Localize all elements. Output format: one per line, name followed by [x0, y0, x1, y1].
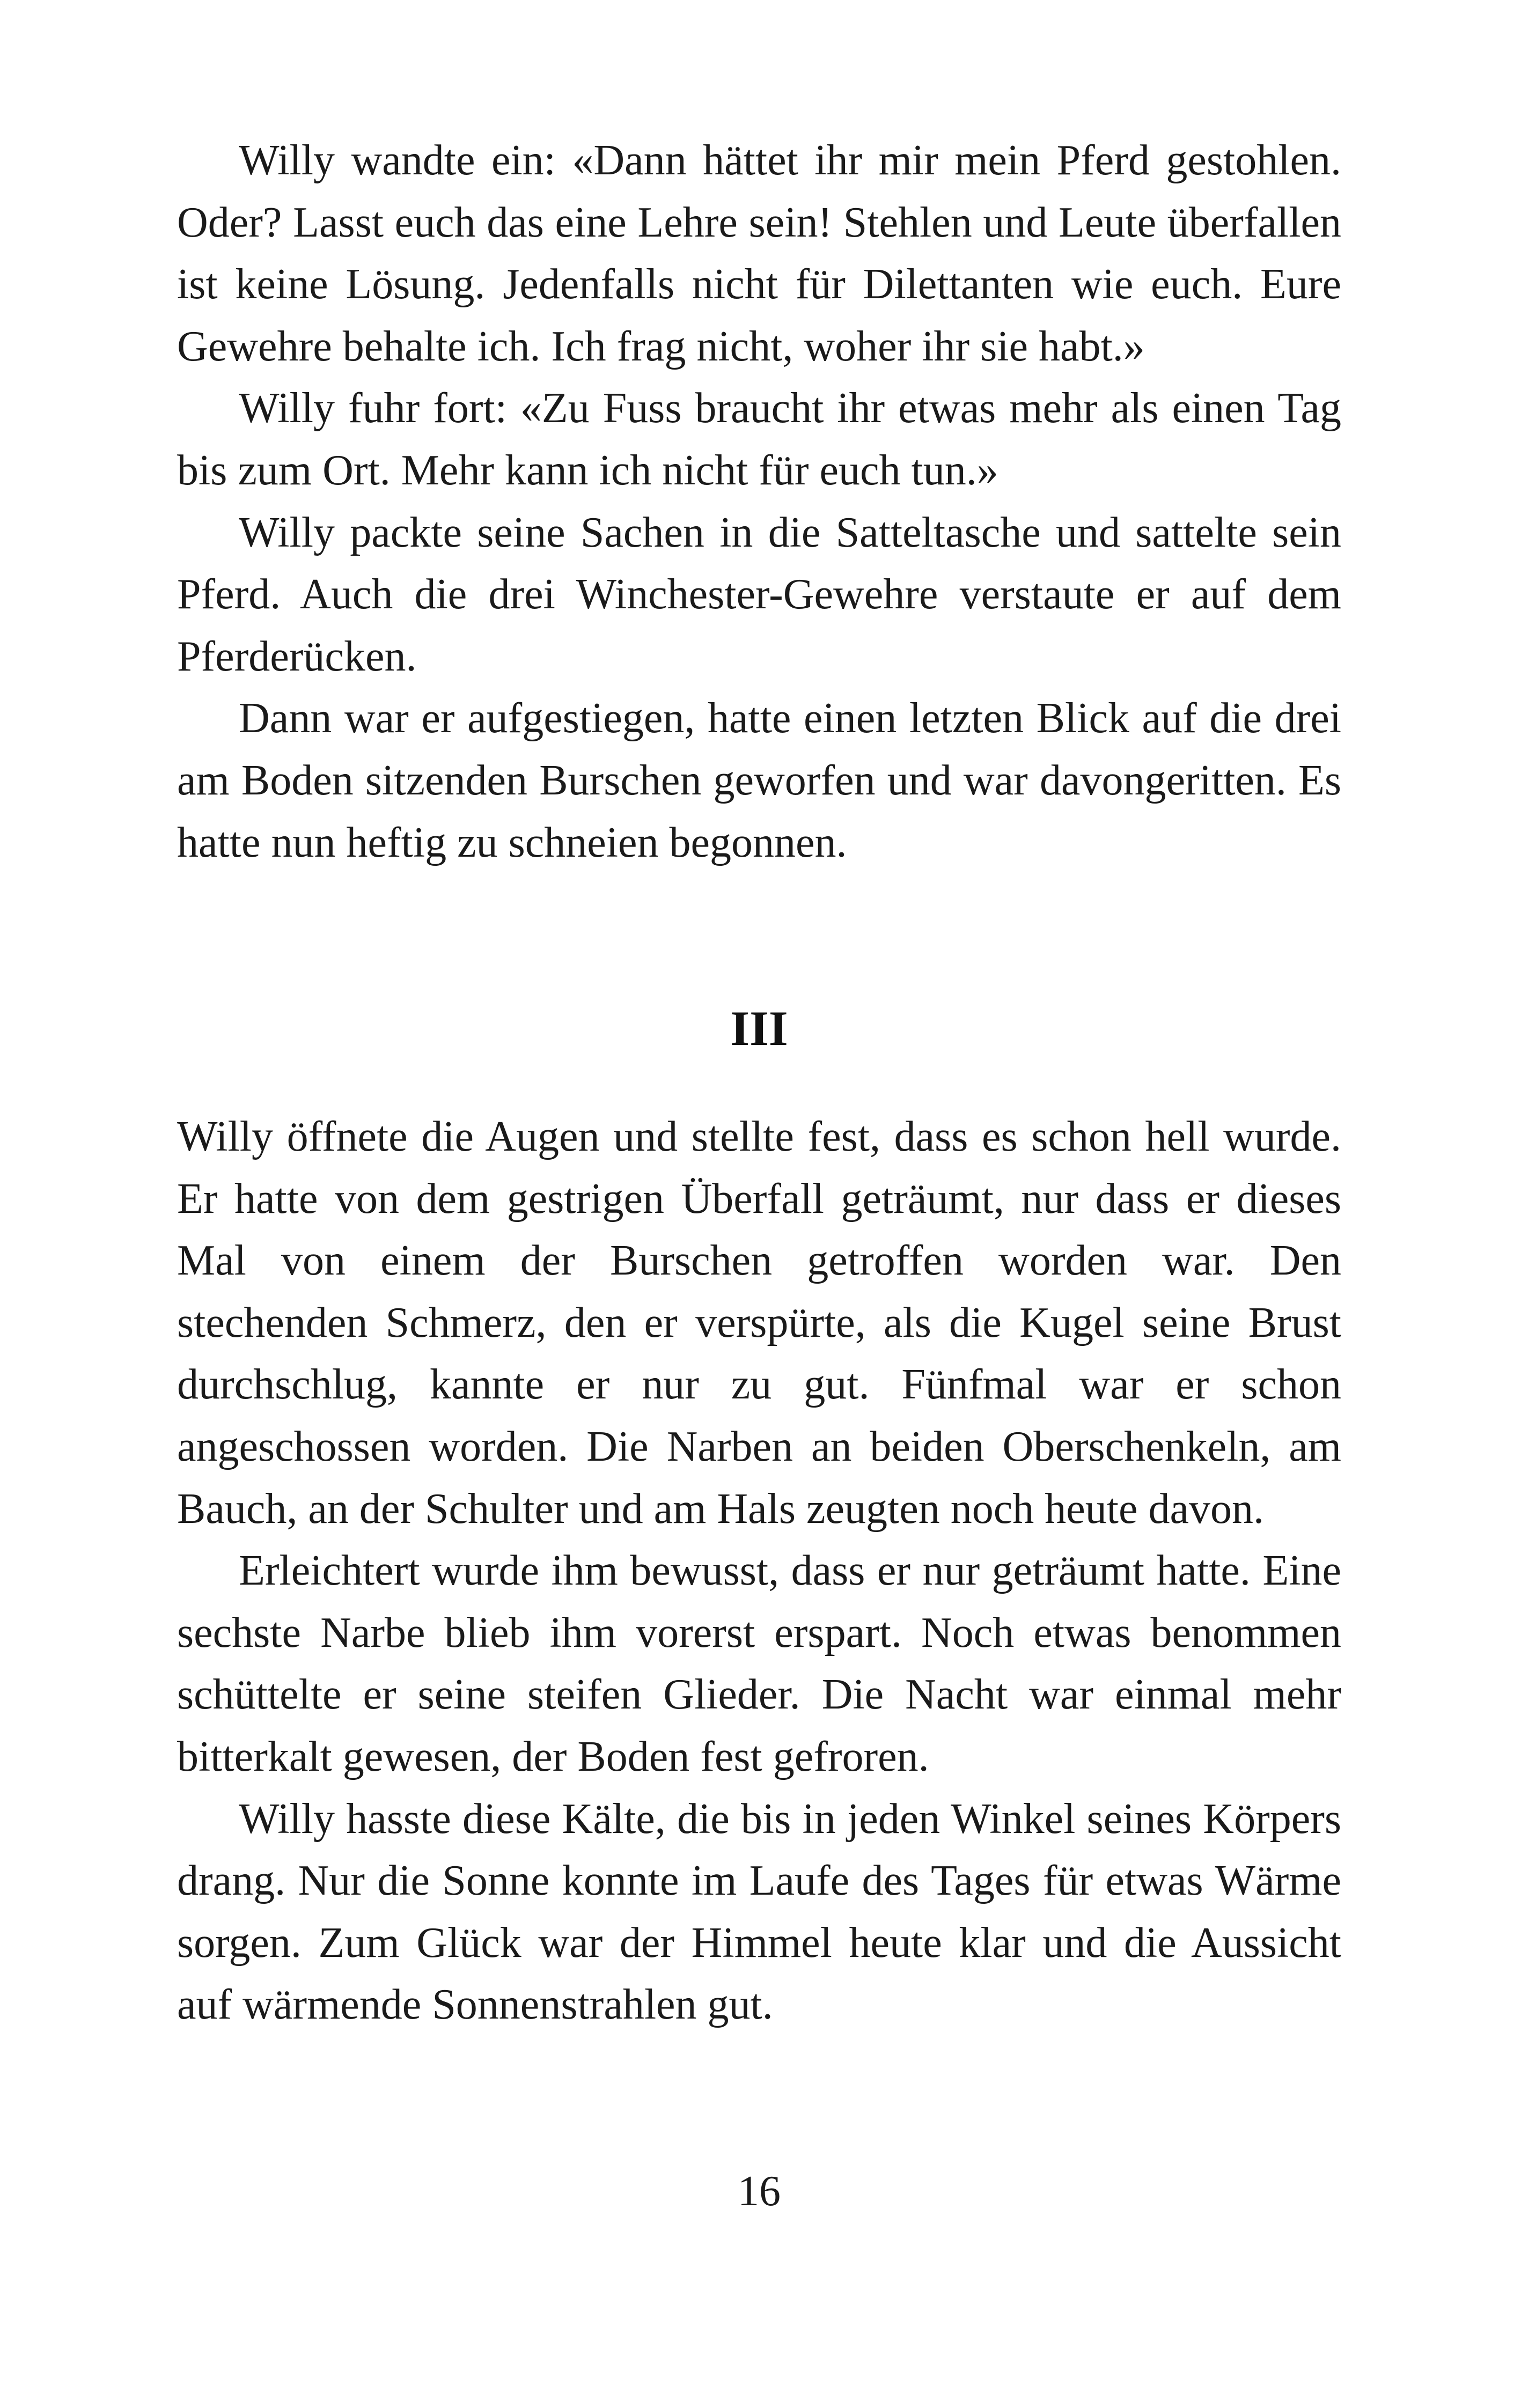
chapter-heading: III: [730, 1001, 788, 1056]
text-section-chapter-three: [177, 1106, 1341, 2036]
paragraph: Willy hasste diese Kälte, die bis in jeden Winkel seines Körpers drang. Nur die Sonne konnte im Laufe des Tages für etwas Wärme sorgen. Zum Glück war der Himmel heute klar und die Aussicht auf wärmende Sonnenstrahlen gut.: [177, 1795, 1341, 2029]
paragraph: Dann war er aufgestiegen, hatte einen letzten Blick auf die drei am Boden sitzenden Burschen geworfen und war davongeritten. Es hatte nun heftig zu schneien begonnen.: [177, 695, 1341, 866]
paragraph: Willy fuhr fort: «Zu Fuss braucht ihr etwas mehr als einen Tag bis zum Ort. Mehr kann ich nicht für euch tun.»: [177, 385, 1341, 494]
paragraph: Willy wandte ein: «Dann hättet ihr mir mein Pferd gestohlen. Oder? Lasst euch das eine Lehre sein! Stehlen und Leute überfallen ist keine Lösung. Jedenfalls nicht für Dilettanten wie euch. Eure Gewehre behalte ich. Ich frag nicht, woher ihr sie habt.»: [177, 137, 1341, 370]
text-section-before-chapter: [177, 130, 1341, 874]
paragraph: Erleichtert wurde ihm bewusst, dass er nur geträumt hatte. Eine sechste Narbe blieb ihm vorerst erspart. Noch etwas benommen schüttelte er seine steifen Glieder. Die Nacht war einmal mehr bitterkalt gewesen, der Boden fest gefroren.: [177, 1547, 1341, 1780]
paragraph: Willy packte seine Sachen in die Satteltasche und sattelte sein Pferd. Auch die drei Winchester-Gewehre verstaute er auf dem Pferderücken.: [177, 509, 1341, 680]
page-number: 16: [738, 2168, 781, 2215]
paragraph-first: Willy öffnete die Augen und stellte fest, dass es schon hell wurde. Er hatte von dem gestrigen Überfall geträumt, nur dass er dieses Mal von einem der Burschen getroffen worden war. Den stechenden Schmerz, den er verspürte, als die Kugel seine Brust durchschlug, kannte er nur zu gut. Fünfmal war er schon angeschossen worden. Die Narben an beiden Oberschenkeln, am Bauch, an der Schulter und am Hals zeugten noch heute davon.: [177, 1113, 1341, 1533]
